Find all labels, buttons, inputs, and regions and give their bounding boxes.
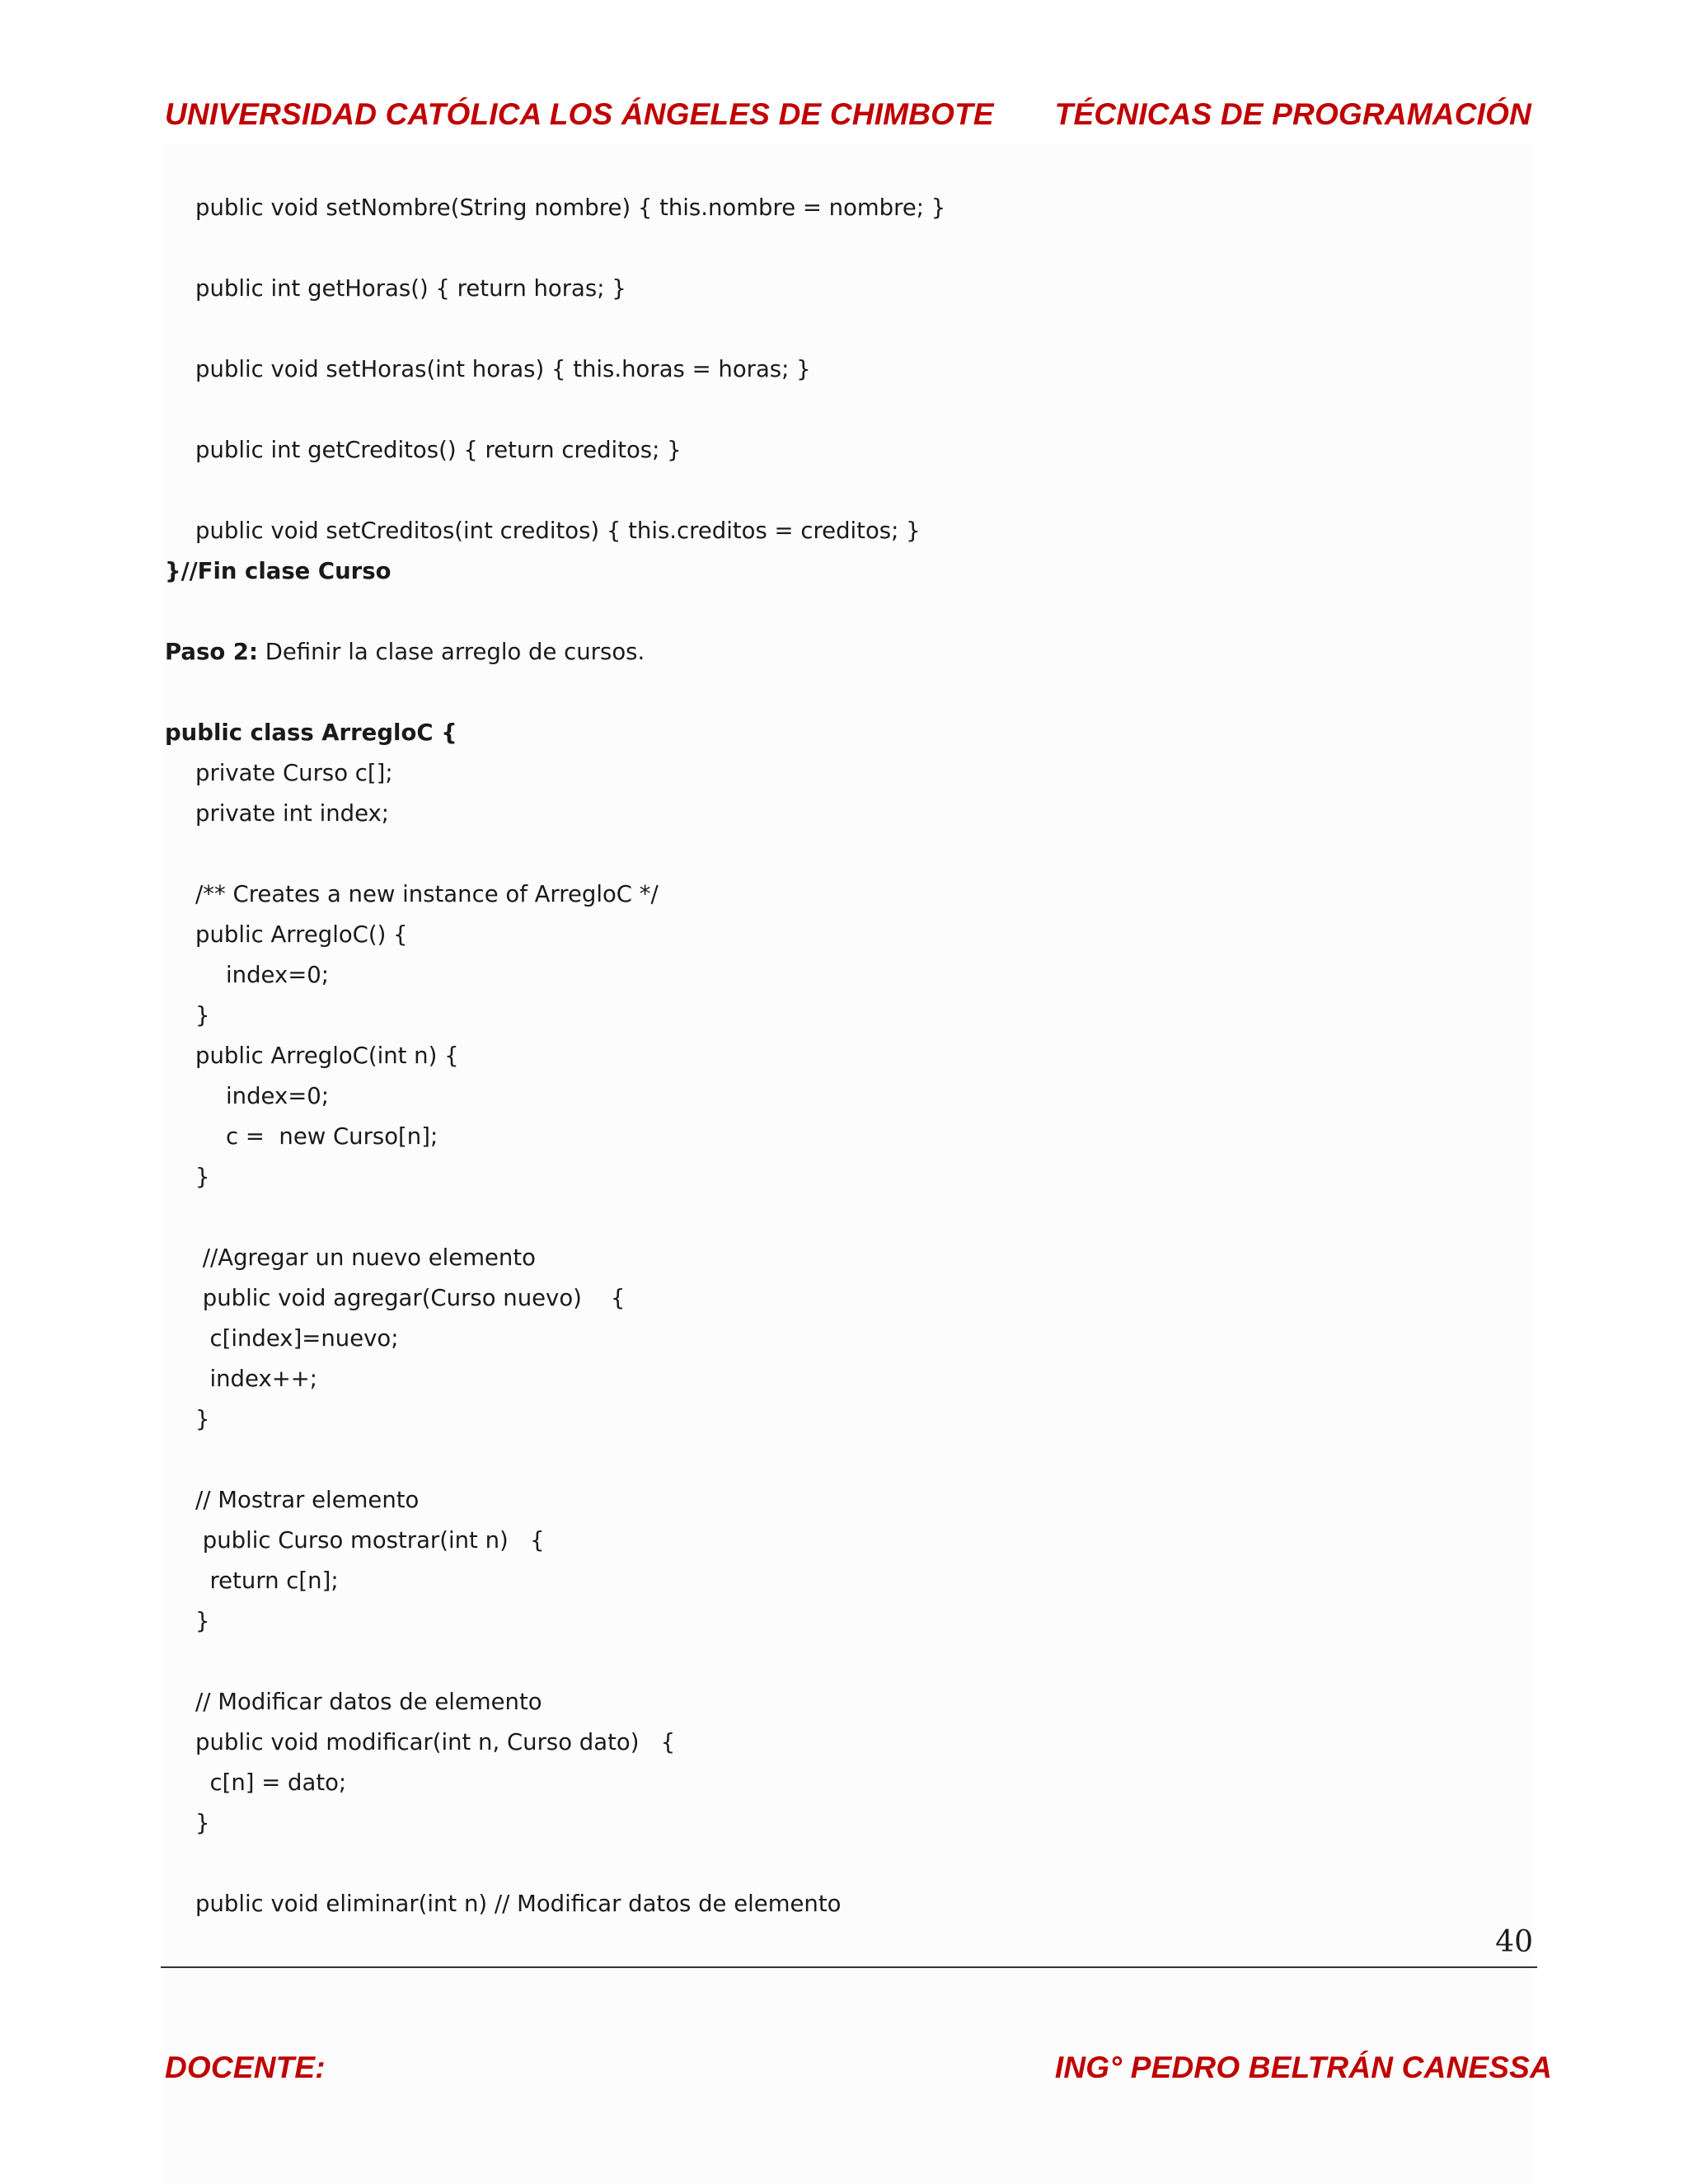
- code-line: public void modificar(int n, Curso dato) {: [195, 1729, 676, 1755]
- page-footer: [165, 2050, 1552, 2085]
- code-line: public Curso mostrar(int n) {: [195, 1527, 545, 1554]
- course-name: TÉCNICAS DE PROGRAMACIÓN: [1054, 97, 1531, 131]
- teacher-label: DOCENTE:: [165, 2050, 326, 2084]
- code-line: private int index;: [195, 800, 390, 827]
- code-line: index=0;: [226, 1083, 330, 1109]
- code-line: }: [195, 1164, 210, 1190]
- code-line: }: [195, 1002, 210, 1029]
- code-line: private Curso c[];: [195, 760, 393, 786]
- code-line: public ArregloC() {: [195, 921, 408, 948]
- blank-line: [165, 1844, 945, 1884]
- page-header: [165, 97, 1531, 132]
- blank-line: [165, 1642, 945, 1682]
- page-number: 40: [1495, 1925, 1533, 1959]
- step-text: Definir la clase arreglo de cursos.: [257, 639, 645, 665]
- code-line: public void agregar(Curso nuevo) {: [195, 1285, 626, 1311]
- code-line: index++;: [195, 1366, 318, 1392]
- blank-line: [165, 309, 945, 349]
- blank-line: [165, 390, 945, 430]
- blank-line: [165, 228, 945, 269]
- code-line: return c[n];: [195, 1568, 339, 1594]
- code-line: // Modificar datos de elemento: [195, 1689, 542, 1715]
- code-line: /** Creates a new instance of ArregloC */: [195, 881, 659, 907]
- code-line: public void setCreditos(int creditos) { this.creditos = creditos; }: [195, 518, 921, 544]
- code-line: }: [195, 1608, 210, 1634]
- blank-line: [165, 1440, 945, 1480]
- code-line: public void setNombre(String nombre) { this.nombre = nombre; }: [195, 194, 946, 221]
- blank-line: [165, 1197, 945, 1238]
- blank-line: [165, 471, 945, 511]
- code-line: }: [195, 1406, 210, 1432]
- code-line: c = new Curso[n];: [226, 1123, 438, 1150]
- code-line: index=0;: [226, 962, 330, 988]
- code-line: public ArregloC(int n) {: [195, 1043, 459, 1069]
- code-line: public int getHoras() { return horas; }: [195, 275, 626, 302]
- code-listing: [165, 188, 945, 1924]
- code-line: c[n] = dato;: [195, 1769, 347, 1796]
- code-line: [165, 632, 945, 673]
- code-line: public void setHoras(int horas) { this.horas = horas; }: [195, 356, 811, 382]
- blank-line: [165, 592, 945, 632]
- code-line: c[index]=nuevo;: [195, 1325, 399, 1352]
- university-name: UNIVERSIDAD CATÓLICA LOS ÁNGELES DE CHIMBOTE: [165, 97, 994, 131]
- code-line: //Agregar un nuevo elemento: [195, 1244, 536, 1271]
- code-line: }//Fin clase Curso: [165, 558, 392, 584]
- blank-line: [165, 673, 945, 713]
- step-label: Paso 2:: [165, 639, 258, 665]
- blank-line: [165, 834, 945, 874]
- teacher-name: ING° PEDRO BELTRÁN CANESSA: [1054, 2050, 1552, 2084]
- code-line: }: [195, 1810, 210, 1836]
- code-line: // Mostrar elemento: [195, 1487, 420, 1513]
- code-line: public void eliminar(int n) // Modificar datos de elemento: [195, 1891, 842, 1917]
- code-line: public class ArregloC {: [165, 719, 457, 746]
- footer-divider: [161, 1966, 1537, 1968]
- code-line: public int getCreditos() { return creditos; }: [195, 437, 682, 463]
